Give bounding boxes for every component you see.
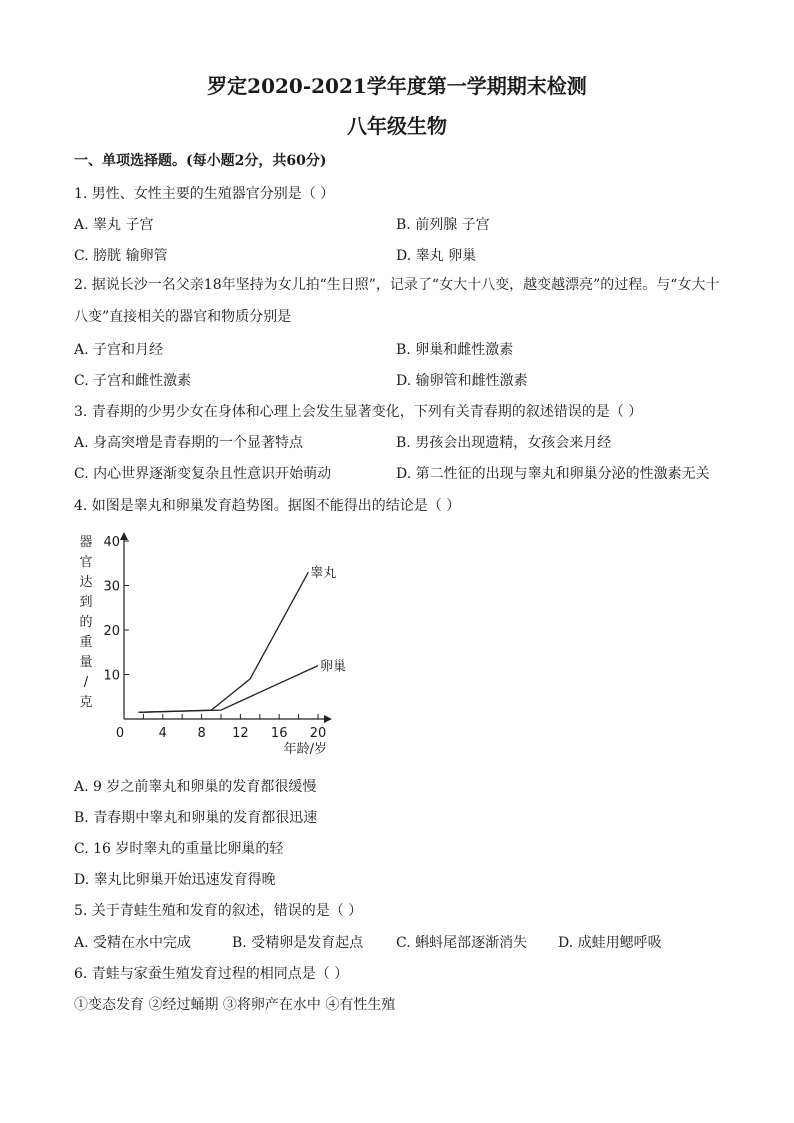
series-line-1 — [139, 572, 309, 712]
question-3-option-d: D. 第二性征的出现与睾丸和卵巢分泌的性激素无关 — [396, 466, 710, 482]
y-axis-label-char-7: / — [83, 675, 89, 690]
question-2-stem: 2. 据说长沙一名父亲18年坚持为女儿拍“生日照”，记录了“女大十八变，越变越漂亮”的过程。与“女大十八变”直接相关的器官和物质分别是 — [74, 277, 720, 325]
question-2-option-a: A. 子宫和月经 — [74, 342, 164, 358]
question-5-option-c: C. 蝌蚪尾部逐渐消失 — [396, 935, 528, 951]
x-axis-label: 年龄/岁 — [283, 742, 327, 757]
question-5-option-d: D. 成蛙用鳃呼吸 — [558, 935, 662, 951]
document-subtitle: 八年级生物 — [347, 114, 447, 138]
x-tick-label: 0 — [115, 726, 125, 741]
question-4-option-d: D. 睾丸比卵巢开始迅速发育得晚 — [74, 872, 276, 888]
y-axis-label-char-8: 克 — [79, 695, 93, 710]
y-axis-label-char-5: 重 — [79, 635, 93, 650]
development-trend-chart — [72, 528, 362, 768]
y-axis-label-char-1: 官 — [79, 555, 93, 570]
x-axis-arrow — [324, 715, 332, 723]
question-4-option-c: C. 16 岁时睾丸的重量比卵巢的轻 — [74, 841, 284, 857]
y-axis-label-char-3: 到 — [79, 595, 93, 610]
question-2-option-b: B. 卵巢和雌性激素 — [396, 342, 514, 358]
y-axis-arrow — [120, 532, 128, 540]
question-3-option-a: A. 身高突增是青春期的一个显著特点 — [74, 435, 304, 451]
y-axis-label-char-6: 量 — [79, 655, 93, 670]
x-tick-label: 20 — [309, 726, 327, 741]
y-axis-label — [79, 535, 92, 710]
question-5-stem: 5. 关于青蛙生殖和发育的叙述，错误的是（ ） — [74, 903, 363, 919]
question-4-option-a: A. 9 岁之前睾丸和卵巢的发育都很缓慢 — [74, 779, 317, 795]
question-5-option-b: B. 受精卵是发育起点 — [232, 935, 364, 951]
question-3-option-c: C. 内心世界逐渐变复杂且性意识开始萌动 — [74, 466, 332, 482]
question-5-option-a: A. 受精在水中完成 — [74, 935, 192, 951]
question-3-option-b: B. 男孩会出现遗精，女孩会来月经 — [396, 435, 612, 451]
x-tick-label: 12 — [232, 726, 249, 741]
x-tick-label: 16 — [270, 726, 288, 741]
question-4-option-b: B. 青春期中睾丸和卵巢的发育都很迅速 — [74, 810, 318, 826]
question-1-option-c: C. 膀胱 输卵管 — [74, 248, 168, 264]
y-axis-label-char-0: 器 — [79, 535, 93, 550]
x-tick-label: 4 — [158, 726, 167, 741]
question-1-option-a: A. 睾丸 子宫 — [74, 217, 154, 233]
question-1-option-d: D. 睾丸 卵巢 — [396, 248, 477, 264]
question-2-option-d: D. 输卵管和雌性激素 — [396, 373, 528, 389]
question-1-stem: 1. 男性、女性主要的生殖器官分别是（ ） — [74, 186, 335, 202]
question-1-option-b: B. 前列腺 子宫 — [396, 217, 490, 233]
series-line-2 — [139, 666, 319, 713]
series-label-2: 卵巢 — [320, 659, 347, 675]
question-3-stem: 3. 青春期的少男少女在身体和心理上会发生显著变化，下列有关青春期的叙述错误的是（ ） — [74, 404, 643, 420]
section-heading: 一、单项选择题。(每小题2分，共60分) — [74, 153, 327, 169]
question-6-items: ①变态发育 ②经过蛹期 ③将卵产在水中 ④有性生殖 — [74, 997, 396, 1013]
x-tick-label: 8 — [197, 726, 206, 741]
question-2-option-c: C. 子宫和雌性激素 — [74, 373, 192, 389]
y-tick-label: 20 — [103, 624, 120, 639]
series-label-1: 睾丸 — [310, 566, 337, 582]
y-tick-label: 30 — [103, 579, 120, 595]
y-axis-label-char-2: 达 — [79, 575, 93, 590]
y-axis-label-char-4: 的 — [79, 615, 93, 630]
y-tick-label: 10 — [103, 668, 120, 684]
y-tick-label: 40 — [103, 535, 120, 550]
question-6-stem: 6. 青蛙与家蚕生殖发育过程的相同点是（ ） — [74, 966, 349, 982]
document-title: 罗定2020-2021学年度第一学期期末检测 — [207, 74, 587, 98]
question-4-stem: 4. 如图是睾丸和卵巢发育趋势图。据图不能得出的结论是（ ） — [74, 498, 461, 514]
